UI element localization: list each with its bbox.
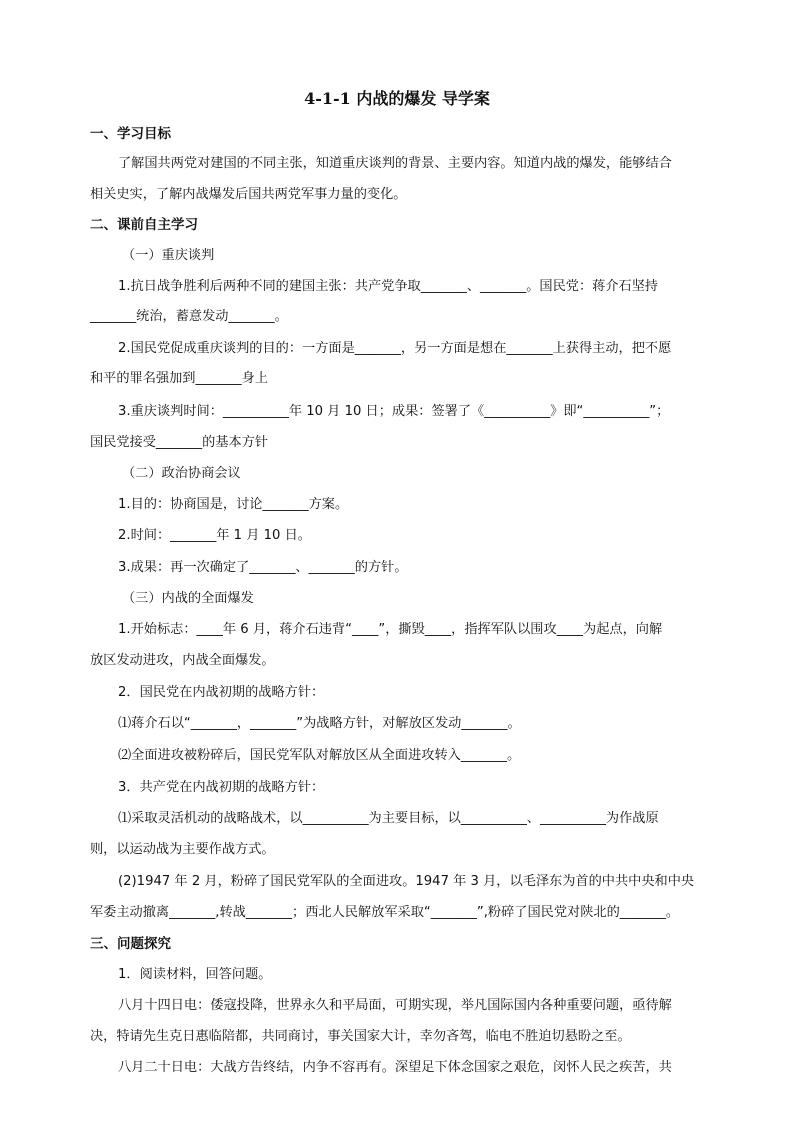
question-line: 2．国民党在内战初期的战略方针：: [118, 685, 325, 700]
paragraph-line: 了解国共两党对建国的不同主张，知道重庆谈判的背景、主要内容。知道内战的爆发，能够结合: [118, 156, 672, 171]
question-line: 放区发动进攻，内战全面爆发。: [90, 653, 275, 668]
question-line: 1.开始标志：____年 6 月，蒋介石违背“____”，撕毁____，指挥军队以围攻____为起点，向解: [118, 622, 663, 637]
section-heading-self-study: 二、课前自主学习: [90, 217, 198, 233]
subsection-heading: （二）政治协商会议: [122, 466, 241, 481]
question-line: ⑵全面进攻被粉碎后，国民党军队对解放区从全面进攻转入_______。: [118, 748, 521, 763]
paragraph-line: 相关史实，了解内战爆发后国共两党军事力量的变化。: [90, 187, 407, 202]
question-line: 2.国民党促成重庆谈判的目的：一方面是_______，另一方面是想在_______上获得主动，把不愿: [118, 341, 672, 356]
question-line: 1．阅读材料，回答问题。: [118, 967, 272, 982]
material-line: 八月二十日电：大战方告终结，内争不容再有。深望足下体念国家之艰危，闵怀人民之疾苦，共: [118, 1060, 672, 1075]
question-line: 3.重庆谈判时间：__________年 10 月 10 日；成果：签署了《__________》即“__________”；: [118, 404, 670, 419]
question-line: ⑴蒋介石以“_______，_______”为战略方针，对解放区发动_______。: [118, 716, 521, 731]
question-line: 3．共产党在内战初期的战略方针：: [118, 780, 325, 795]
section-heading-objectives: 一、学习目标: [90, 126, 171, 142]
question-line: _______统治，蓄意发动_______。: [90, 309, 288, 324]
question-line: 2.时间：_______年 1 月 10 日。: [118, 528, 311, 543]
section-heading-inquiry: 三、问题探究: [90, 936, 171, 952]
question-line: 和平的罪名强加到_______身上: [90, 371, 269, 386]
subsection-heading: （一）重庆谈判: [122, 248, 215, 263]
subsection-heading: （三）内战的全面爆发: [122, 591, 254, 606]
material-line: 八月十四日电：倭寇投降，世界永久和平局面，可期实现，举凡国际国内各种重要问题，亟待解: [118, 998, 672, 1013]
page-title: 4-1-1 内战的爆发 导学案: [304, 89, 490, 108]
material-line: 决，特请先生克日惠临陪都，共同商讨，事关国家大计，幸勿吝驾，临电不胜迫切悬盼之至。: [90, 1029, 631, 1044]
question-line: ⑴采取灵活机动的战略战术，以__________为主要目标，以__________、__________为作战原: [118, 811, 659, 826]
question-line: 国民党接受_______的基本方针: [90, 435, 269, 450]
question-line: 3.成果：再一次确定了_______、_______的方针。: [118, 560, 408, 575]
question-line: 则，以运动战为主要作战方式。: [90, 842, 275, 857]
question-line: 军委主动撤离_______,转战_______；西北人民解放军采取“_______”,粉碎了国民党对陕北的_______。: [90, 905, 680, 920]
question-line: 1.抗日战争胜利后两种不同的建国主张：共产党争取_______、_______。国民党：蒋介石坚持: [118, 279, 659, 294]
question-line: (2)1947 年 2 月，粉碎了国民党军队的全面进攻。1947 年 3 月，以毛泽东为首的中共中央和中央: [118, 874, 695, 889]
question-line: 1.目的：协商国是，讨论_______方案。: [118, 497, 349, 512]
